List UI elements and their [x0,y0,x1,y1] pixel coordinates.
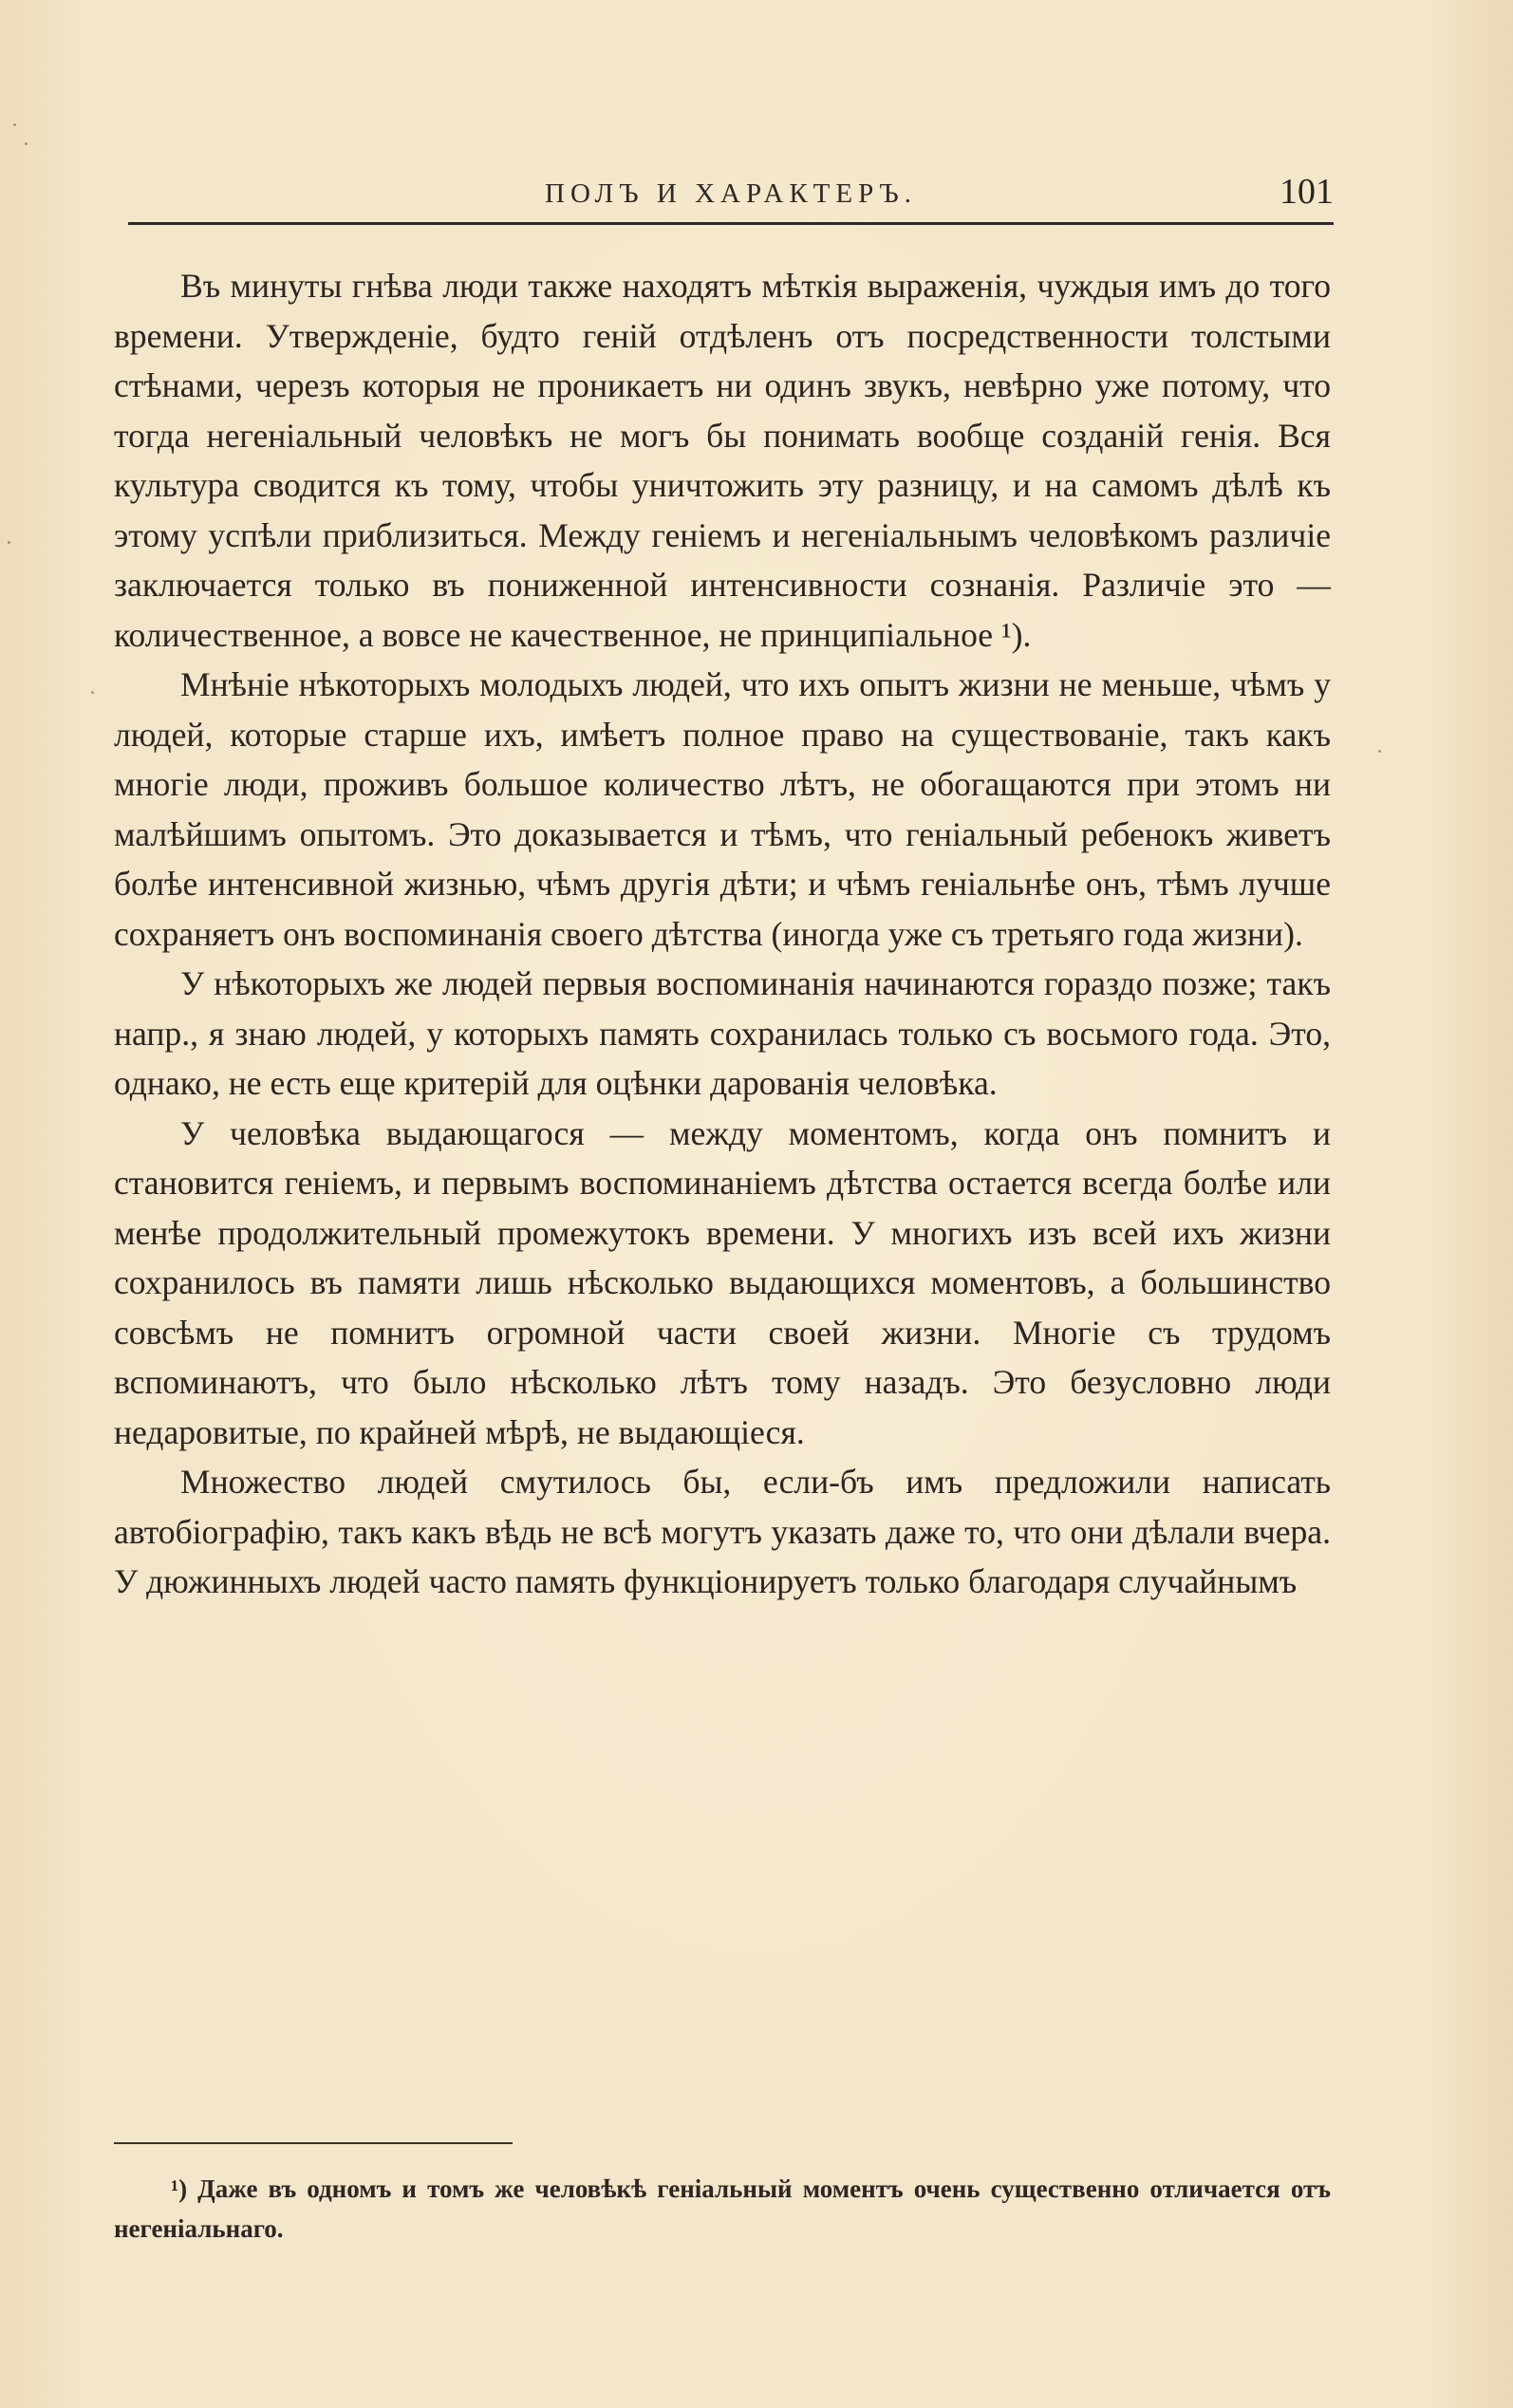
paragraph: У нѣкоторыхъ же людей первыя воспоминанія начинаются гораздо позже; такъ напр., я знаю людей, у которыхъ память сохранилась только съ восьмого года. Это, однако, не есть еще критерій для оцѣнки дарованія человѣка. [114,964,1331,1102]
footnote-text: ¹) Даже въ одномъ и томъ же человѣкѣ геніальный моментъ очень существенно отличается отъ негеніальнаго. [114,2175,1331,2243]
paragraph: Множество людей смутилось бы, если-бъ имъ предложили написать автобіографію, такъ какъ вѣдь не всѣ могутъ указать даже то, что они дѣлали вчера. У дюжинныхъ людей часто память функціонируетъ только благодаря случайнымъ [114,1463,1331,1600]
footnote-rule [114,2142,513,2144]
paragraph: У человѣка выдающагося — между моментомъ, когда онъ помнитъ и становится геніемъ, и первымъ воспоминаніемъ дѣтства остается всегда болѣе или менѣе продолжительный промежутокъ времени. У многихъ изъ всей ихъ жизни сохранилось въ памяти лишь нѣсколько выдающихся моментовъ, а большинство совсѣмъ не помнитъ огромной части своей жизни. Многіе съ трудомъ вспоминаютъ, что было нѣсколько лѣтъ тому назадъ. Это безусловно люди недаровитые, по крайней мѣрѣ, не выдающіеся. [114,1113,1331,1451]
paragraph: Въ минуты гнѣва люди также находятъ мѣткія выраженія, чуждыя имъ до того времени. Утвержденіе, будто геній отдѣленъ отъ посредственности толстыми стѣнами, черезъ которыя не проникаетъ ни одинъ звукъ, невѣрно уже потому, что тогда негеніальный человѣкъ не могъ бы понимать вообще созданій генія. Вся культура сводится къ тому, чтобы уничтожить эту разницу, и на самомъ дѣлѣ къ этому успѣли приблизиться. Между геніемъ и негеніальнымъ человѣкомъ различіе заключается только въ пониженной интенсивности сознанія. Различіе это — количественное, а вовсе не качественное, не принципіальное ¹). [114,267,1331,654]
page-header [128,171,1334,226]
paper-speck [25,142,28,145]
header-rule [128,222,1334,225]
running-title: ПОЛЪ И ХАРАКТЕРЪ. [545,178,917,209]
body-text [114,261,1331,1607]
footnote [114,2169,1331,2249]
paper-speck [8,541,10,544]
page-number: 101 [1280,172,1334,212]
paper-speck [13,123,16,126]
paragraph: Мнѣніе нѣкоторыхъ молодыхъ людей, что ихъ опытъ жизни не меньше, чѣмъ у людей, которые старше ихъ, имѣетъ полное право на существованіе, такъ какъ многіе люди, проживъ большое количество лѣтъ, не обогащаются при этомъ ни малѣйшимъ опытомъ. Это доказывается и тѣмъ, что геніальный ребенокъ живетъ болѣе интенсивной жизнью, чѣмъ другія дѣти; и чѣмъ геніальнѣе онъ, тѣмъ лучше сохраняетъ онъ воспоминанія своего дѣтства (иногда уже съ третьяго года жизни). [114,665,1331,953]
paper-speck [91,691,94,694]
paper-speck [1378,750,1381,753]
